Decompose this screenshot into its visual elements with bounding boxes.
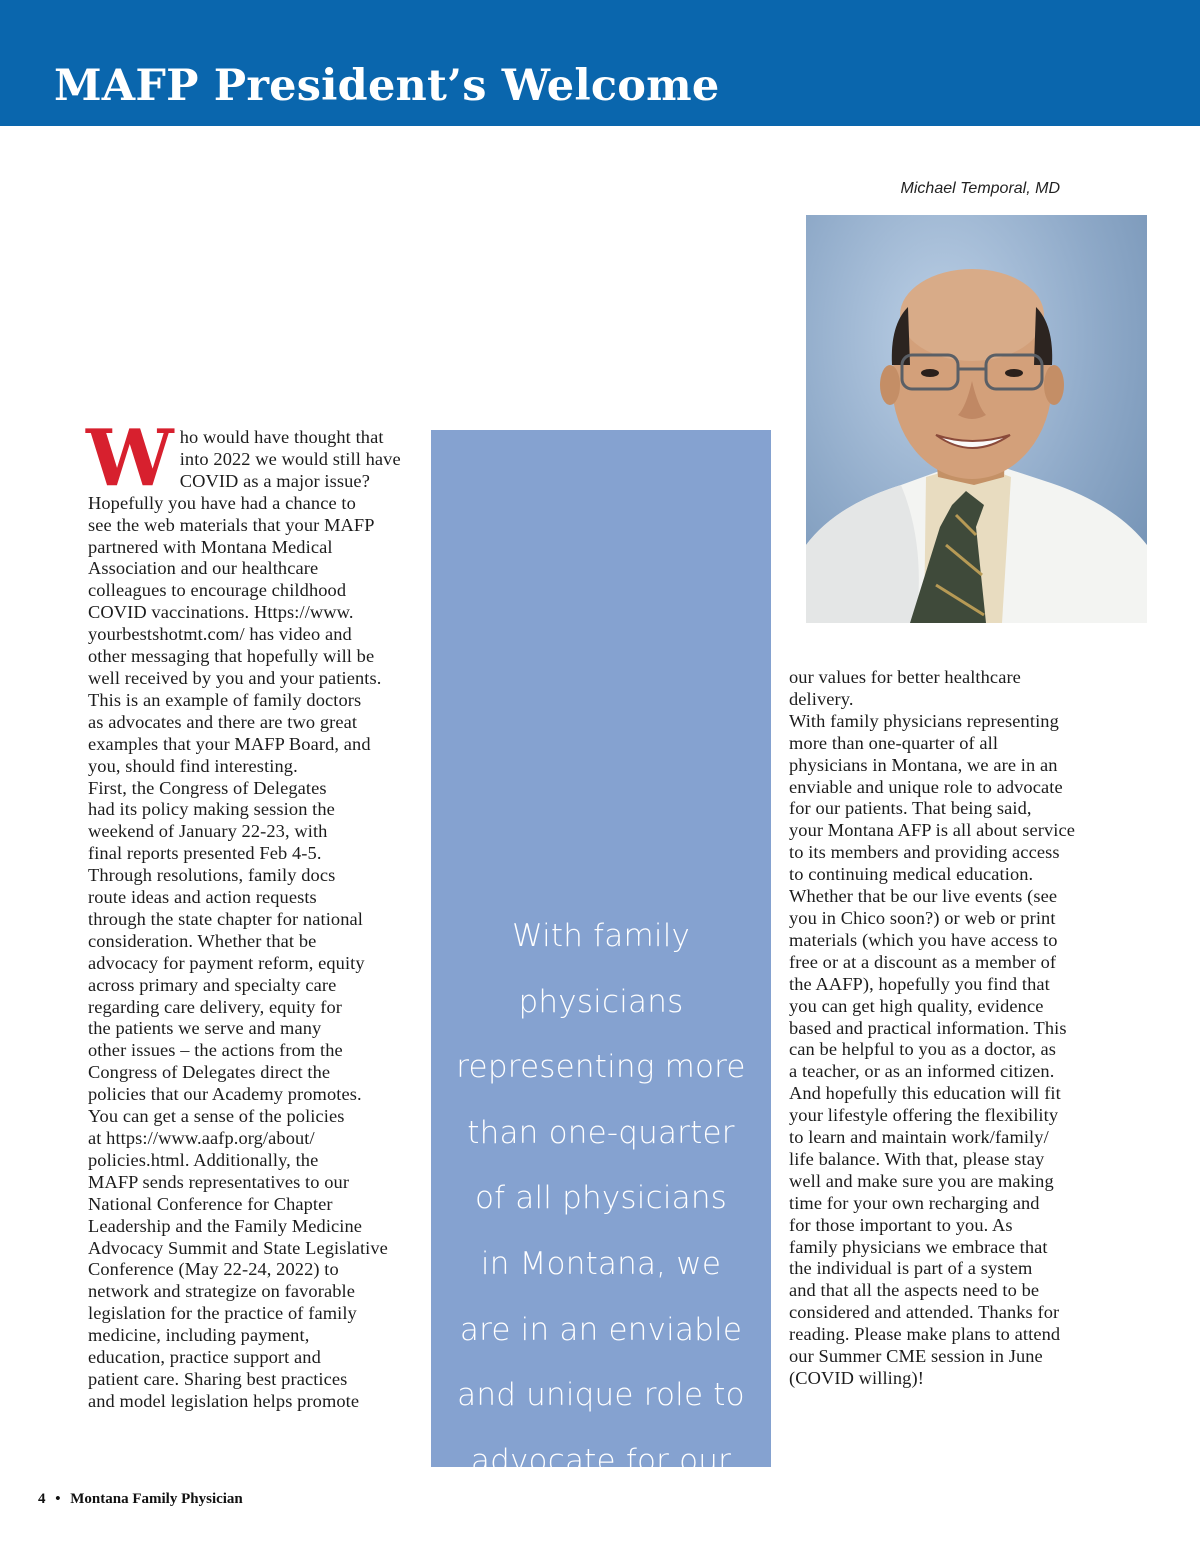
article-left-column — [86, 413, 418, 1413]
drop-cap: W — [86, 413, 174, 504]
footer-separator: • — [55, 1491, 61, 1507]
header-band — [0, 0, 1200, 126]
left-column-text: ho would have thought that into 2022 we would still have COVID as a major issue? Hopefully you have had a chance to see the web materials that your MAFP partnered with Montana Medical Association and our healthcare colleagues to encourage childhood COVID vaccinations. Https://www. yourbestshotmt.com/ has video and other messaging that hopefully will be well received by you and your patients. This is an example of family doctors as advocates and there are two great examples that your MAFP Board, and you, should find interesting. First, the Congress of Delegates had its policy making session the weekend of January 22-23, with final reports presented Feb 4-5. Through resolutions, family docs route ideas and action requests through the state chapter for national consideration. Whether that be advocacy for payment reform, equity across primary and specialty care regarding care delivery, equity for the patients we serve and many other issues – the actions from the Congress of Delegates direct the policies that our Academy promotes. You can get a sense of the policies at https://www.aafp.org/about/ policies.html. Additionally, the MAFP sends representatives to our National Conference for Chapter Leadership and the Family Medicine Advocacy Summit and State Legislative Conference (May 22-24, 2022) to network and strategize on favorable legislation for the practice of family medicine, including payment, education, practice support and patient care. Sharing best practices and model legislation helps promote — [88, 427, 401, 1411]
pull-quote-box — [431, 430, 771, 1545]
page-title: MAFP President’s Welcome — [54, 61, 720, 111]
article-right-column: our values for better healthcare delivery. With family physicians representing more than one-quarter of all physicians in Montana, we are in an enviable and unique role to advocate for our patients. That being said, your Montana AFP is all about service to its members and providing access to continuing medical education. Whether that be our live events (see you in Chico soon?) or web or print materials (which you have access to free or at a discount as a member of the AAFP), hopefully you find that you can get high quality, evidence based and practical information. This can be helpful to you as a doctor, as a teacher, or as an informed citizen. And hopefully this education will fit your lifestyle offering the flexibility to learn and maintain work/family/ life balance. With that, please stay well and make sure you are making time for your own recharging and for those important to you. As family physicians we embrace that the individual is part of a system and that all the aspects need to be considered and attended. Thanks for reading. Please make plans to attend our Summer CME session in June (COVID willing)! — [789, 667, 1075, 1388]
publication-name: Montana Family Physician — [70, 1491, 243, 1507]
page-number: 4 — [38, 1491, 46, 1507]
author-photo — [806, 215, 1147, 623]
pull-quote-text: With family physicians representing more than one-quarter of all physicians in Montana, we are in an enviable and unique role to advocate for our patients. — [456, 918, 746, 1545]
page-footer — [38, 1488, 243, 1510]
photo-caption: Michael Temporal, MD — [900, 180, 1060, 197]
